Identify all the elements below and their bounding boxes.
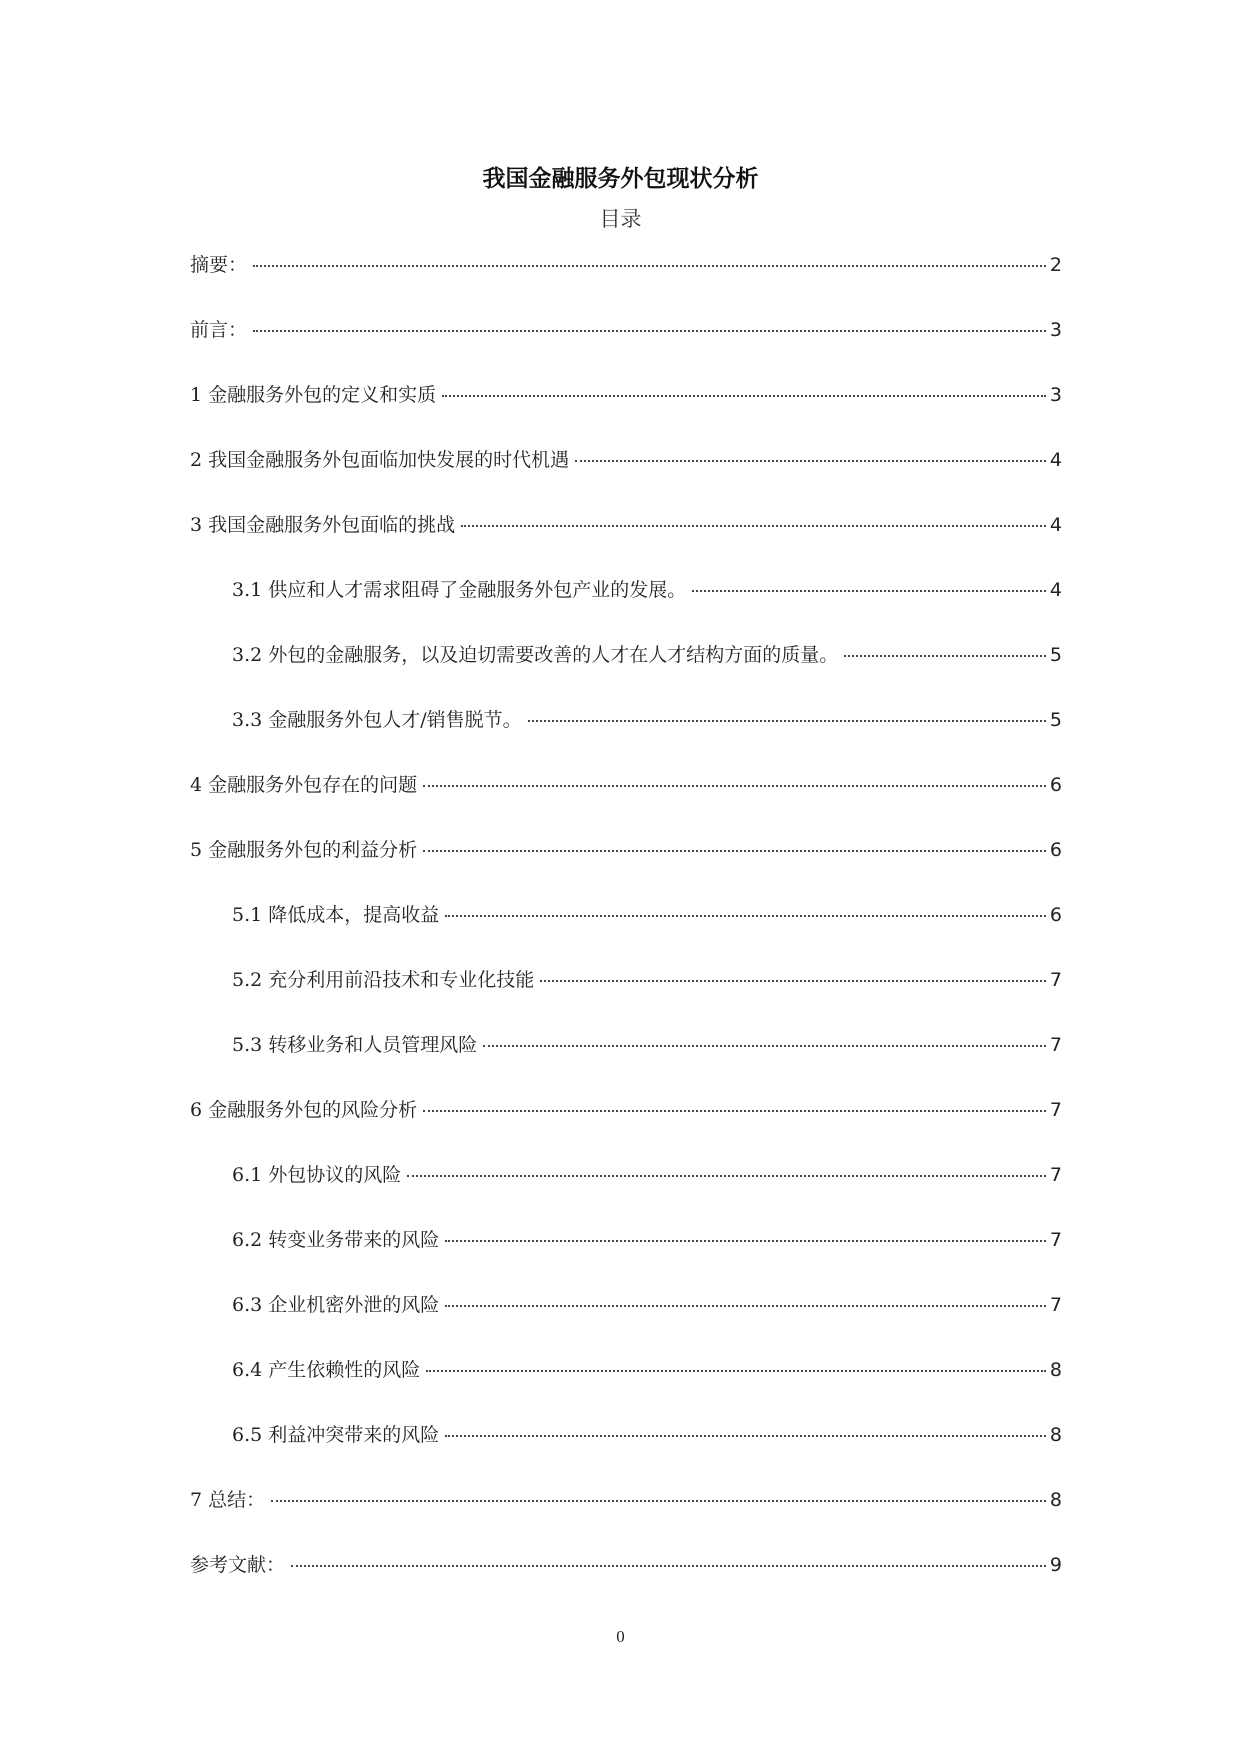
toc-entry[interactable] bbox=[190, 445, 1062, 510]
toc-entry-label: 6.1 外包协议的风险 bbox=[232, 1164, 402, 1186]
toc-dot-leader bbox=[423, 1110, 1046, 1112]
toc-entry-label: 摘要： bbox=[190, 254, 248, 276]
toc-entry[interactable] bbox=[190, 510, 1062, 575]
toc-entry-label: 7 总结： bbox=[190, 1489, 266, 1511]
toc-entry-label: 5.3 转移业务和人员管理风险 bbox=[232, 1034, 478, 1056]
toc-entry-page: 8 bbox=[1049, 1359, 1062, 1381]
toc-entry-page: 5 bbox=[1049, 644, 1062, 666]
toc-entry-page: 4 bbox=[1049, 579, 1062, 601]
document-title: 我国金融服务外包现状分析 bbox=[482, 165, 759, 192]
toc-entry-page: 7 bbox=[1049, 1099, 1062, 1121]
toc-dot-leader bbox=[575, 460, 1046, 462]
toc-entry-page: 3 bbox=[1049, 384, 1062, 406]
toc-subentry[interactable] bbox=[190, 1420, 1062, 1485]
toc-entry-label: 4 金融服务外包存在的问题 bbox=[190, 774, 418, 796]
toc-entry[interactable] bbox=[190, 835, 1062, 900]
toc-entry[interactable] bbox=[190, 380, 1062, 445]
toc-entry-page: 5 bbox=[1049, 709, 1062, 731]
toc-entry-page: 4 bbox=[1049, 449, 1062, 471]
toc-dot-leader bbox=[423, 850, 1046, 852]
toc-entry-label: 3.3 金融服务外包人才/销售脱节。 bbox=[232, 709, 522, 731]
toc-dot-leader bbox=[442, 395, 1046, 397]
toc-entry-label: 6.4 产生依赖性的风险 bbox=[232, 1359, 421, 1381]
toc-entry-page: 3 bbox=[1049, 319, 1062, 341]
toc-entry-page: 6 bbox=[1049, 774, 1062, 796]
toc-subentry[interactable] bbox=[190, 1160, 1062, 1225]
toc-dot-leader bbox=[445, 1240, 1046, 1242]
toc-entry-page: 7 bbox=[1049, 1229, 1062, 1251]
toc-dot-leader bbox=[844, 655, 1046, 657]
toc-subentry[interactable] bbox=[190, 1225, 1062, 1290]
toc-dot-leader bbox=[426, 1370, 1046, 1372]
toc-entry-page: 6 bbox=[1049, 839, 1062, 861]
toc-dot-leader bbox=[445, 1305, 1046, 1307]
toc-subentry[interactable] bbox=[190, 705, 1062, 770]
toc-entry-page: 7 bbox=[1049, 1034, 1062, 1056]
toc-dot-leader bbox=[445, 1435, 1046, 1437]
toc-entry-label: 6 金融服务外包的风险分析 bbox=[190, 1099, 418, 1121]
toc-entry-label: 3.1 供应和人才需求阻碍了金融服务外包产业的发展。 bbox=[232, 579, 687, 601]
toc-entry-label: 1 金融服务外包的定义和实质 bbox=[190, 384, 437, 406]
toc-entry[interactable] bbox=[190, 1485, 1062, 1550]
toc-entry-page: 2 bbox=[1049, 254, 1062, 276]
toc-entry-label: 3.2 外包的金融服务，以及迫切需要改善的人才在人才结构方面的质量。 bbox=[232, 644, 839, 666]
toc-subentry[interactable] bbox=[190, 1030, 1062, 1095]
toc-entry-page: 7 bbox=[1049, 1164, 1062, 1186]
toc-dot-leader bbox=[253, 330, 1046, 332]
toc-entry-label: 5.1 降低成本，提高收益 bbox=[232, 904, 440, 926]
toc-entry-page: 7 bbox=[1049, 969, 1062, 991]
toc-subentry[interactable] bbox=[190, 575, 1062, 640]
toc-dot-leader bbox=[271, 1500, 1046, 1502]
toc-entry-label: 参考文献： bbox=[190, 1554, 286, 1576]
toc-entry-label: 6.5 利益冲突带来的风险 bbox=[232, 1424, 440, 1446]
toc-entry-label: 5.2 充分利用前沿技术和专业化技能 bbox=[232, 969, 535, 991]
toc-entry[interactable] bbox=[190, 1550, 1062, 1615]
toc-entry[interactable] bbox=[190, 250, 1062, 315]
toc-entry-label: 2 我国金融服务外包面临加快发展的时代机遇 bbox=[190, 449, 570, 471]
toc-entry-page: 4 bbox=[1049, 514, 1062, 536]
toc-dot-leader bbox=[291, 1565, 1046, 1567]
toc-subentry[interactable] bbox=[190, 1355, 1062, 1420]
toc-entry-label: 前言： bbox=[190, 319, 248, 341]
toc-dot-leader bbox=[423, 785, 1046, 787]
toc-dot-leader bbox=[461, 525, 1046, 527]
toc-entry[interactable] bbox=[190, 1095, 1062, 1160]
toc-entry[interactable] bbox=[190, 315, 1062, 380]
table-of-contents bbox=[190, 250, 1062, 1615]
toc-entry-label: 6.2 转变业务带来的风险 bbox=[232, 1229, 440, 1251]
toc-dot-leader bbox=[528, 720, 1046, 722]
toc-dot-leader bbox=[253, 265, 1046, 267]
toc-subentry[interactable] bbox=[190, 900, 1062, 965]
toc-dot-leader bbox=[483, 1045, 1046, 1047]
toc-subentry[interactable] bbox=[190, 640, 1062, 705]
toc-heading: 目录 bbox=[599, 207, 642, 231]
page-number: 0 bbox=[616, 1627, 625, 1646]
toc-entry-page: 9 bbox=[1049, 1554, 1062, 1576]
toc-entry-page: 8 bbox=[1049, 1489, 1062, 1511]
toc-subentry[interactable] bbox=[190, 965, 1062, 1030]
toc-dot-leader bbox=[692, 590, 1046, 592]
toc-entry-page: 8 bbox=[1049, 1424, 1062, 1446]
toc-dot-leader bbox=[407, 1175, 1046, 1177]
toc-entry-label: 5 金融服务外包的利益分析 bbox=[190, 839, 418, 861]
toc-dot-leader bbox=[445, 915, 1046, 917]
toc-entry[interactable] bbox=[190, 770, 1062, 835]
toc-entry-label: 3 我国金融服务外包面临的挑战 bbox=[190, 514, 456, 536]
toc-entry-page: 7 bbox=[1049, 1294, 1062, 1316]
toc-dot-leader bbox=[540, 980, 1046, 982]
toc-subentry[interactable] bbox=[190, 1290, 1062, 1355]
toc-entry-label: 6.3 企业机密外泄的风险 bbox=[232, 1294, 440, 1316]
toc-entry-page: 6 bbox=[1049, 904, 1062, 926]
